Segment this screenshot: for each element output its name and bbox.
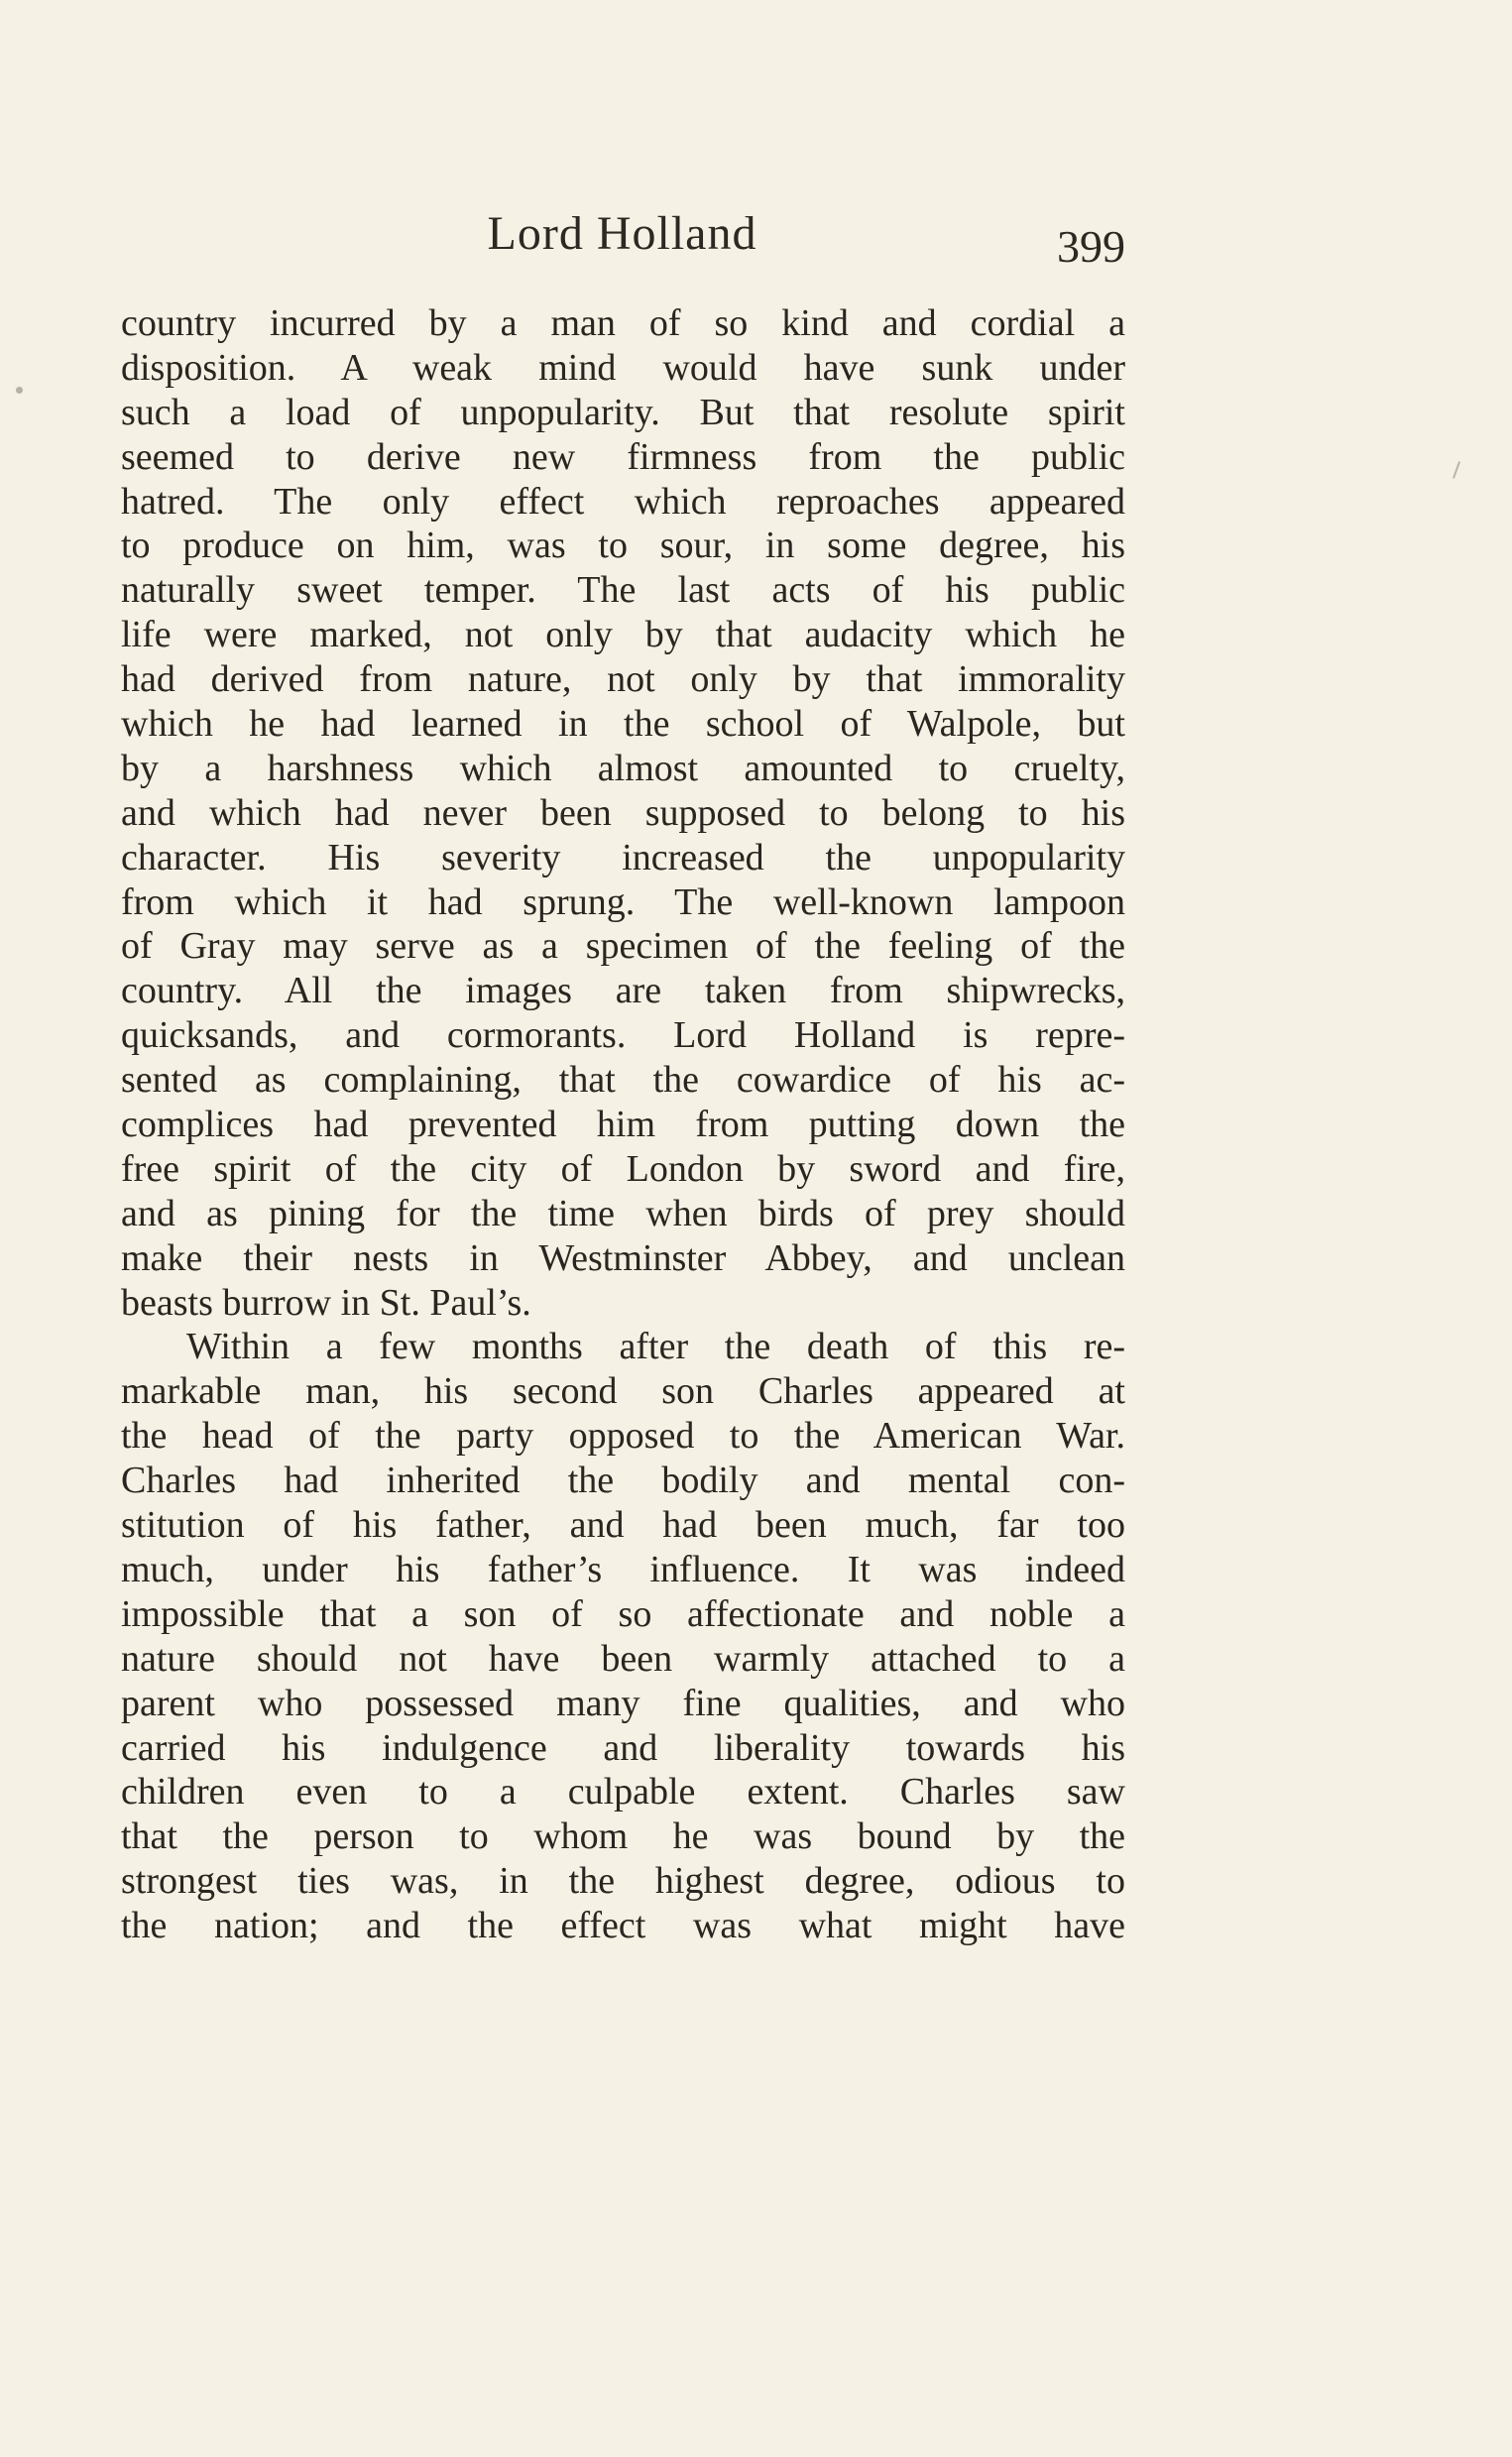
- text-line: the nation; and the effect was what might have: [121, 1905, 1125, 1947]
- text-line: complices had prevented him from putting down the: [121, 1104, 1125, 1146]
- text-line: nature should not have been warmly attached to a: [121, 1637, 1125, 1680]
- text-line: which he had learned in the school of Walpole, but: [121, 703, 1125, 746]
- text-line: strongest ties was, in the highest degree, odious to: [121, 1860, 1125, 1903]
- paragraph-end-line: beasts burrow in St. Paul’s.: [121, 1281, 531, 1324]
- text-line: to produce on him, was to sour, in some degree, his: [121, 525, 1125, 567]
- text-line: much, under his father’s influence. It was indeed: [121, 1548, 1125, 1590]
- running-head: [119, 206, 1125, 286]
- text-line: of Gray may serve as a specimen of the feeling of the: [121, 925, 1125, 968]
- page-number: 399: [1057, 221, 1125, 272]
- text-line: impossible that a son of so affectionate and noble a: [121, 1592, 1125, 1635]
- text-line: hatred. The only effect which reproaches appeared: [121, 480, 1125, 523]
- text-line: the head of the party opposed to the American War.: [121, 1415, 1125, 1458]
- text-line: and which had never been supposed to belong to his: [121, 791, 1125, 834]
- text-line: markable man, his second son Charles appeared at: [121, 1370, 1125, 1413]
- text-line: carried his indulgence and liberality towards his: [121, 1726, 1125, 1769]
- text-line: parent who possessed many fine qualities, and who: [121, 1682, 1125, 1724]
- text-line: that the person to whom he was bound by the: [121, 1815, 1125, 1858]
- text-line: country. All the images are taken from shipwrecks,: [121, 970, 1125, 1012]
- text-line: character. His severity increased the unpopularity: [121, 836, 1125, 878]
- text-line: Charles had inherited the bodily and mental con-: [121, 1460, 1125, 1502]
- paper-speck: [16, 387, 23, 394]
- text-line: free spirit of the city of London by sword and fire,: [121, 1147, 1125, 1190]
- text-line: make their nests in Westminster Abbey, and unclean: [121, 1236, 1125, 1279]
- text-line: country incurred by a man of so kind and cordial a: [121, 302, 1125, 344]
- body-text: [121, 301, 1125, 1948]
- text-line: seemed to derive new firmness from the public: [121, 435, 1125, 478]
- running-title: Lord Holland: [487, 207, 757, 260]
- text-line: had derived from nature, not only by that immorality: [121, 658, 1125, 701]
- paragraph-start-line: Within a few months after the death of this re-: [186, 1326, 1125, 1368]
- text-line: sented as complaining, that the cowardice of his ac-: [121, 1059, 1125, 1102]
- text-line: children even to a culpable extent. Charles saw: [121, 1771, 1125, 1814]
- margin-mark: [1453, 461, 1460, 479]
- text-line: disposition. A weak mind would have sunk under: [121, 346, 1125, 389]
- text-line: life were marked, not only by that audacity which he: [121, 614, 1125, 656]
- text-line: such a load of unpopularity. But that resolute spirit: [121, 391, 1125, 433]
- text-line: naturally sweet temper. The last acts of his public: [121, 569, 1125, 612]
- text-line: quicksands, and cormorants. Lord Holland is repre-: [121, 1014, 1125, 1057]
- text-line: by a harshness which almost amounted to cruelty,: [121, 747, 1125, 789]
- text-line: from which it had sprung. The well-known lampoon: [121, 880, 1125, 923]
- text-line: stitution of his father, and had been much, far too: [121, 1504, 1125, 1547]
- text-line: and as pining for the time when birds of prey should: [121, 1192, 1125, 1234]
